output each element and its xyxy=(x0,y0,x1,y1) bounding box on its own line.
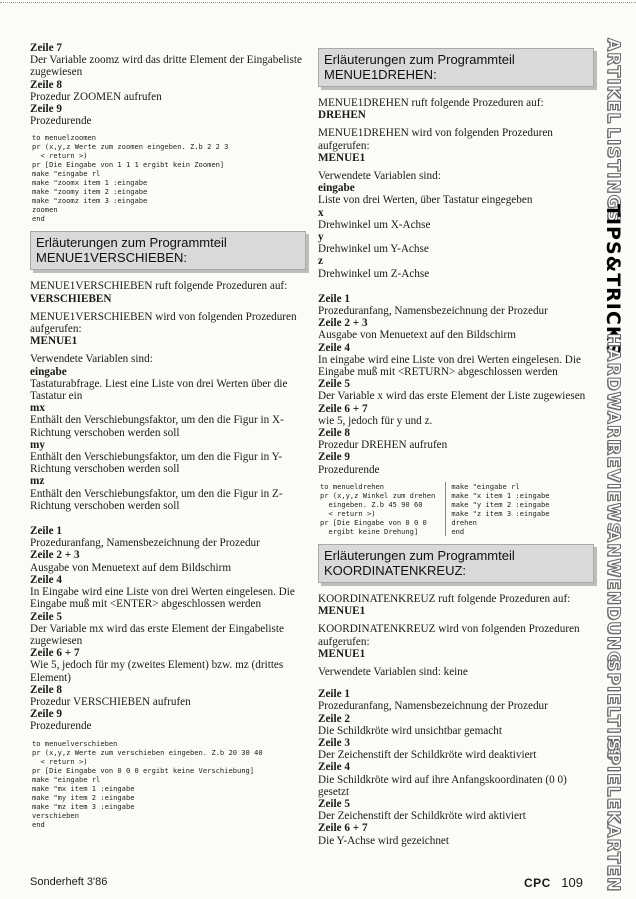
line-text: Ausgabe von Menuetext auf den Bildschirm xyxy=(318,329,516,342)
intro-zeile-8 xyxy=(30,79,306,103)
right-column xyxy=(318,48,594,847)
variable-desc: Drehwinkel um Y-Achse xyxy=(318,243,429,256)
sidebar-tab-label: ARTIKEL xyxy=(603,37,623,125)
variables-title: Verwendete Variablen sind: xyxy=(30,353,153,366)
sidebar-tab-label: SPIELTIPS xyxy=(603,658,623,762)
code-listing-menue1drehen xyxy=(320,482,594,536)
line-text: Prozedurende xyxy=(30,115,92,128)
calls-text: KOORDINATENKREUZ ruft folgende Prozeduren auf: xyxy=(318,592,571,605)
line-text: wie 5, jedoch für y und z. xyxy=(318,414,433,427)
section-heading-line: MENUE1VERSCHIEBEN: xyxy=(36,250,187,266)
line-heading: Zeile 8 xyxy=(30,683,63,696)
variable-name: mx xyxy=(30,402,45,415)
code-part-b: make "eingabe rl make "x item 1 :eingabe make "y item 2 :eingabe make "z item 3 :eingabe drehen end xyxy=(445,482,549,536)
footer-issue: Sonderheft 3'86 xyxy=(30,876,108,888)
sidebar-tab-spielekarten[interactable] xyxy=(590,739,636,893)
calls-text: MENUE1DREHEN ruft folgende Prozeduren auf: xyxy=(318,97,544,109)
section-heading-menue1verschieben xyxy=(30,231,306,270)
line-heading: Zeile 9 xyxy=(30,103,63,116)
line-text: Der Variable mx wird das erste Element der Eingabeliste zugewiesen xyxy=(30,622,284,647)
line-heading: Zeile 7 xyxy=(30,42,63,54)
line-text: Prozedurende xyxy=(30,720,92,733)
line-text: Prozedurende xyxy=(318,463,380,476)
section-heading-line: MENUE1DREHEN: xyxy=(324,67,437,82)
page-number: 109 xyxy=(561,875,583,890)
line-text: Der Zeichenstift der Schildkröte wird aktiviert xyxy=(318,810,526,823)
footer-page-info xyxy=(524,874,583,892)
calledby-proc: MENUE1 xyxy=(318,151,366,164)
line-heading: Zeile 2 + 3 xyxy=(318,317,368,330)
variable-name: eingabe xyxy=(318,182,355,195)
variables-none: Verwendete Variablen sind: keine xyxy=(318,665,468,678)
sidebar-tab-label: TIPS&TRICKS xyxy=(602,203,624,357)
line-heading: Zeile 5 xyxy=(318,378,351,391)
line-explanations xyxy=(30,525,306,732)
line-text: Der Variable zoomz wird das dritte Element der Eingabeliste zugewiesen xyxy=(30,54,302,79)
line-heading: Zeile 9 xyxy=(30,708,63,721)
variable-desc: Liste von drei Werten, über Tastatur eingegeben xyxy=(318,194,533,207)
line-heading: Zeile 4 xyxy=(318,761,351,774)
intro-zeile-9 xyxy=(30,103,306,127)
line-text: Die Schildkröte wird unsichtbar gemacht xyxy=(318,724,502,737)
calledby-text: KOORDINATENKREUZ wird von folgenden Prozeduren aufgerufen: xyxy=(318,623,580,648)
line-text: In Eingabe wird eine Liste von drei Werten eingelesen. Die Eingabe muß mit <ENTER> abgeschlossen werden xyxy=(30,586,295,611)
variables-block xyxy=(30,353,306,512)
intro-zeile-7 xyxy=(30,42,306,79)
line-text: Prozedur VERSCHIEBEN aufrufen xyxy=(30,695,191,708)
line-text: Die Y-Achse wird gezeichnet xyxy=(318,834,449,847)
variable-name: z xyxy=(318,255,323,268)
variable-desc: Tastaturabfrage. Liest eine Liste von drei Werten über die Tastatur ein xyxy=(30,377,288,403)
line-text: Der Zeichenstift der Schildkröte wird deaktiviert xyxy=(318,749,537,762)
section-sidebar xyxy=(590,37,636,893)
line-heading: Zeile 1 xyxy=(318,292,351,305)
variable-desc: Enthält den Verschiebungsfaktor, um den die Figur in X-Richtung verschoben werden soll xyxy=(30,414,284,439)
line-text: Prozeduranfang, Namensbezeichnung der Prozedur xyxy=(318,305,548,318)
calledby-proc: MENUE1 xyxy=(30,335,78,348)
line-heading: Zeile 8 xyxy=(318,427,351,440)
magazine-logo: CPC xyxy=(524,876,551,890)
calledby-text: MENUE1DREHEN wird von folgenden Prozeduren aufgerufen: xyxy=(318,127,553,152)
line-text: Prozeduranfang, Namensbezeichnung der Prozedur xyxy=(318,700,548,713)
variable-desc: Drehwinkel um Z-Achse xyxy=(318,267,430,280)
top-rule xyxy=(0,2,636,3)
sidebar-tab-label: SPIELEKARTEN xyxy=(603,739,623,893)
line-text: Die Schildkröte wird auf ihre Anfangskoordinaten (0 0) gesetzt xyxy=(318,773,567,798)
variables-title: Verwendete Variablen sind: xyxy=(318,170,441,183)
section-heading-koordinatenkreuz xyxy=(318,544,594,583)
line-text: In eingabe wird eine Liste von drei Werten eingelesen. Die Eingabe muß mit <RETURN> abgeschlossen werden xyxy=(318,353,581,379)
sidebar-tab-label: REVIEWS xyxy=(603,442,623,536)
line-heading: Zeile 1 xyxy=(318,688,351,701)
calledby-proc: MENUE1 xyxy=(318,647,366,660)
line-text: Wie 5, jedoch für my (zweites Element) bzw. mz (drittes Element) xyxy=(30,659,284,684)
variables-block xyxy=(318,170,594,280)
line-heading: Zeile 8 xyxy=(30,78,63,91)
calledby-paragraph xyxy=(30,311,306,348)
calledby-paragraph xyxy=(318,623,594,660)
section-heading-line: KOORDINATENKREUZ: xyxy=(324,562,467,578)
code-part-a: to menueldrehen pr (x,y,z Winkel zum drehen eingeben. Z.b 45 90 60 < return >) pr [Die Eingabe von 0 0 0 ergibt keine Drehung] xyxy=(320,481,436,536)
variable-name: mz xyxy=(30,475,45,488)
calls-paragraph xyxy=(318,593,594,617)
line-heading: Zeile 2 xyxy=(318,712,351,725)
sidebar-tab-label: LISTINGS xyxy=(603,127,623,223)
calls-proc: MENUE1 xyxy=(318,605,366,618)
variable-desc: Enthält den Verschiebungsfaktor, um den die Figur in Z-Richtung verschoben werden soll xyxy=(30,487,283,512)
calls-paragraph xyxy=(30,280,306,304)
calls-proc: DREHEN xyxy=(318,109,366,122)
line-explanations xyxy=(318,688,594,847)
line-heading: Zeile 2 + 3 xyxy=(30,549,80,562)
line-explanations xyxy=(318,293,594,476)
line-text: Prozedur DREHEN aufrufen xyxy=(318,439,448,452)
sidebar-tab-anwendung[interactable] xyxy=(590,529,636,667)
line-heading: Zeile 5 xyxy=(30,610,63,623)
line-heading: Zeile 9 xyxy=(318,451,351,464)
section-heading-menue1drehen xyxy=(318,48,594,87)
code-listing-menue1verschieben: to menuelverschieben pr (x,y,z Werte zum verschieben eingeben. Z.b 20 30 40 < return >) pr [Die Eingabe von 0 0 0 ergibt keine Verschiebung] make "eingabe rl make "mx item 1 :eingabe make "my item 2 :eingabe make "mz item 3 :eingabe verschieben end xyxy=(32,738,263,829)
line-text: Prozedur ZOOMEN aufrufen xyxy=(30,90,162,103)
line-heading: Zeile 5 xyxy=(318,797,351,810)
line-heading: Zeile 6 + 7 xyxy=(318,822,368,835)
sidebar-tab-hardware[interactable] xyxy=(590,332,636,452)
sidebar-tab-artikel[interactable] xyxy=(590,37,636,125)
sidebar-tab-label: HARDWARE xyxy=(603,332,623,452)
section-heading-line: Erläuterungen zum Programmteil xyxy=(36,235,227,251)
section-heading-line: Erläuterungen zum Programmteil xyxy=(324,547,515,563)
variable-desc: Enthält den Verschiebungsfaktor, um den die Figur in Y-Richtung verschoben werden soll xyxy=(30,451,283,476)
calledby-text: MENUE1VERSCHIEBEN wird von folgenden Prozeduren aufgerufen: xyxy=(30,310,297,336)
variable-name: x xyxy=(318,206,324,219)
section-heading-line: Erläuterungen zum Programmteil xyxy=(324,52,515,67)
line-heading: Zeile 6 + 7 xyxy=(30,647,80,660)
line-text: Ausgabe von Menuetext auf dem Bildschirm xyxy=(30,561,232,574)
calls-paragraph xyxy=(318,97,594,121)
line-heading: Zeile 4 xyxy=(30,573,63,586)
left-column xyxy=(30,42,306,837)
line-text: Der Variable x wird das erste Element der Liste zugewiesen xyxy=(318,390,586,403)
variable-name: my xyxy=(30,438,45,451)
line-text: Prozeduranfang, Namensbezeichnung der Prozedur xyxy=(30,537,260,550)
line-heading: Zeile 3 xyxy=(318,736,351,749)
variable-name: y xyxy=(318,231,324,244)
line-heading: Zeile 6 + 7 xyxy=(318,402,368,415)
variable-desc: Drehwinkel um X-Achse xyxy=(318,218,431,231)
code-listing-menue1zoomen: to menuelzoomen pr (x,y,z Werte zum zoomen eingeben. Z.b 2 2 3 < return >) pr [Die Eingabe von 1 1 1 ergibt kein Zoomen] make "eingabe rl make "zoomx item 1 :eingabe make "zoomy item 2 :eingabe make "zoomz item 3 :eingabe zoomen end xyxy=(32,133,229,224)
calls-text: MENUE1VERSCHIEBEN ruft folgende Prozeduren auf: xyxy=(30,280,288,293)
variable-name: eingabe xyxy=(30,365,67,378)
sidebar-tab-reviews[interactable] xyxy=(590,444,636,534)
line-heading: Zeile 1 xyxy=(30,525,63,538)
calls-proc: VERSCHIEBEN xyxy=(30,292,112,305)
sidebar-tab-tips-tricks[interactable] xyxy=(590,203,636,357)
sidebar-tab-label: ANWENDUNG xyxy=(603,529,623,667)
calledby-paragraph xyxy=(318,127,594,164)
line-heading: Zeile 4 xyxy=(318,341,351,354)
